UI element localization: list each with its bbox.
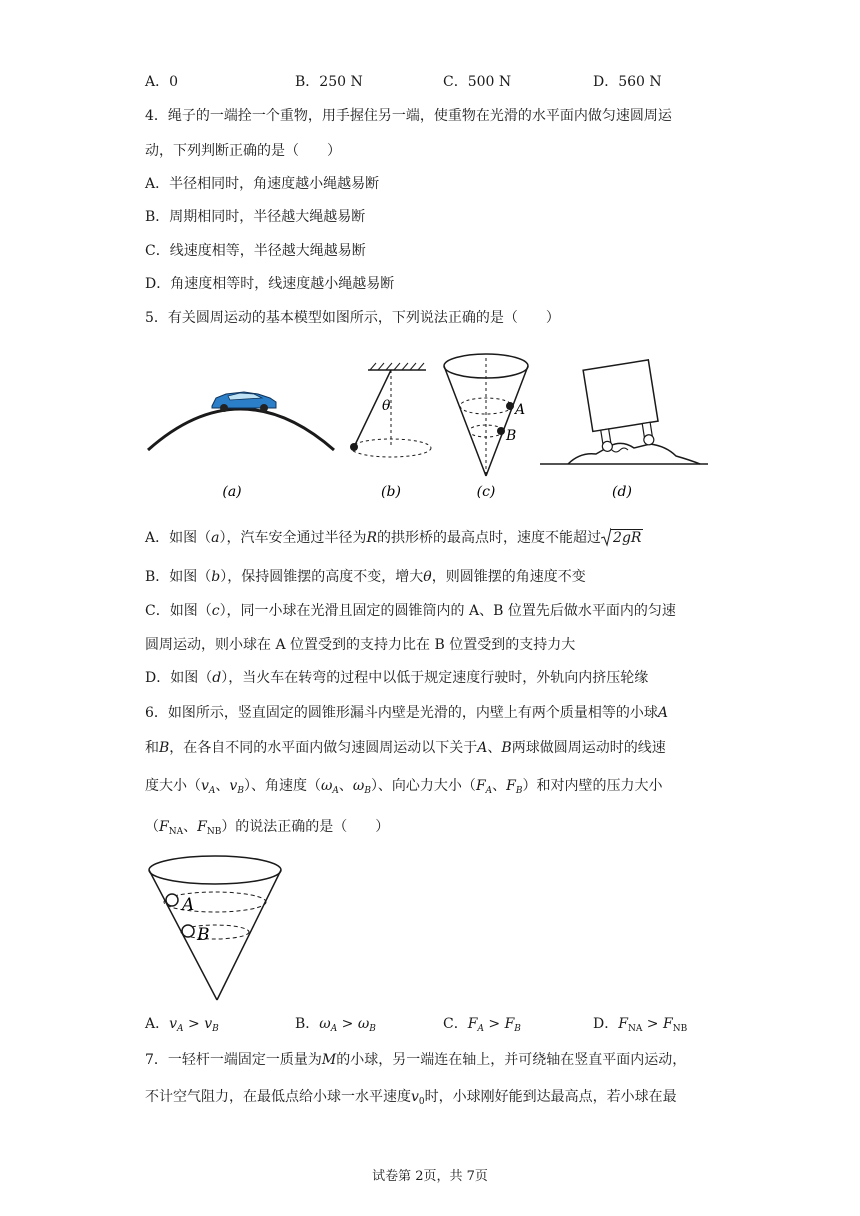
q6-line4: （$F_{NA}$、$F_{NB}$）的说法正确的是（ ） — [145, 819, 390, 837]
q4-option-c: C．线速度相等，半径越大绳越易断 — [145, 243, 366, 259]
q4-option-d: D．角速度相等时，线速度越小绳越易断 — [145, 276, 395, 292]
q5-option-c-line2: 圆周运动，则小球在 A 位置受到的支持力比在 B 位置受到的支持力大 — [145, 637, 576, 653]
q6-option-d: D．$F_{NA} > F_{NB}$ — [593, 1016, 688, 1034]
q5-stem: 5．有关圆周运动的基本模型如图所示，下列说法正确的是（ ） — [145, 310, 560, 326]
q4-option-b: B．周期相同时，半径越大绳越易断 — [145, 209, 366, 225]
q6-funnel-figure — [140, 850, 290, 1008]
fig-c-label: (c) — [476, 484, 496, 500]
q7-line1: 7．一轻杆一端固定一质量为M的小球，另一端连在轴上，并可绕轴在竖直平面内运动， — [145, 1052, 687, 1068]
q3-option-d: D．560 N — [593, 74, 662, 90]
fig-d-label: (d) — [612, 484, 632, 500]
q6-option-c: C．$F_A > F_B$ — [443, 1016, 521, 1034]
funnel-label-B: B — [197, 925, 210, 945]
q4-option-a: A．半径相同时，角速度越小绳越易断 — [145, 176, 380, 192]
page-footer: 试卷第 2页，共 7页 — [372, 1169, 488, 1184]
sqrt-expression: 2gR — [601, 528, 643, 548]
q6-option-a: A．$v_A > v_B$ — [145, 1016, 219, 1034]
q5-option-c: C．如图（c），同一小球在光滑且固定的圆锥筒内的 A、B 位置先后做水平面内的匀速 — [145, 603, 676, 619]
q4-stem-line2: 动，下列判断正确的是（ ） — [145, 143, 341, 159]
fig-b-label: (b) — [381, 484, 401, 500]
fig-a-bridge — [148, 392, 334, 500]
funnel-label-A: A — [182, 895, 195, 915]
q7-line2: 不计空气阻力，在最低点给小球一水平速度$v_0$时，小球刚好能到达最高点，若小球在最 — [145, 1089, 677, 1107]
q3-option-c: C．500 N — [443, 74, 512, 90]
fig-c-label-A: A — [515, 402, 526, 418]
q4-stem-line1: 4．绳子的一端拴一个重物，用手握住另一端，使重物在光滑的水平面内做匀速圆周运 — [145, 108, 672, 124]
q5-option-b: B．如图（b），保持圆锥摆的高度不变，增大θ，则圆锥摆的角速度不变 — [145, 569, 586, 585]
q6-line3: 度大小（$v_A$、$v_B$）、角速度（$\omega_A$、$\omega_B$）、向心力大小（$F_A$、$F_B$）和对内壁的压力大小 — [145, 778, 663, 796]
fig-c-cone — [444, 354, 528, 500]
q6-line1: 6．如图所示，竖直固定的圆锥形漏斗内壁是光滑的，内壁上有两个质量相等的小球A — [145, 705, 669, 721]
q5-figure — [0, 348, 860, 508]
q3-option-b: B．250 N — [295, 74, 363, 90]
q6-option-b: B．$\omega_A > \omega_B$ — [295, 1016, 376, 1034]
fig-b-theta: θ — [382, 398, 391, 414]
fig-d-train — [540, 360, 708, 500]
fig-b-pendulum — [350, 363, 431, 500]
q3-option-a: A．0 — [145, 74, 179, 90]
q5-option-a: A．如图（a），汽车安全通过半径为R的拱形桥的最高点时，速度不能超过 2gR — [145, 530, 642, 546]
fig-c-label-B: B — [506, 428, 517, 444]
fig-a-label: (a) — [222, 484, 242, 500]
q6-line2: 和B，在各自不同的水平面内做匀速圆周运动以下关于A、B两球做圆周运动时的线速 — [145, 740, 666, 756]
q5-option-d: D．如图（d），当火车在转弯的过程中以低于规定速度行驶时，外轨向内挤压轮缘 — [145, 670, 649, 686]
